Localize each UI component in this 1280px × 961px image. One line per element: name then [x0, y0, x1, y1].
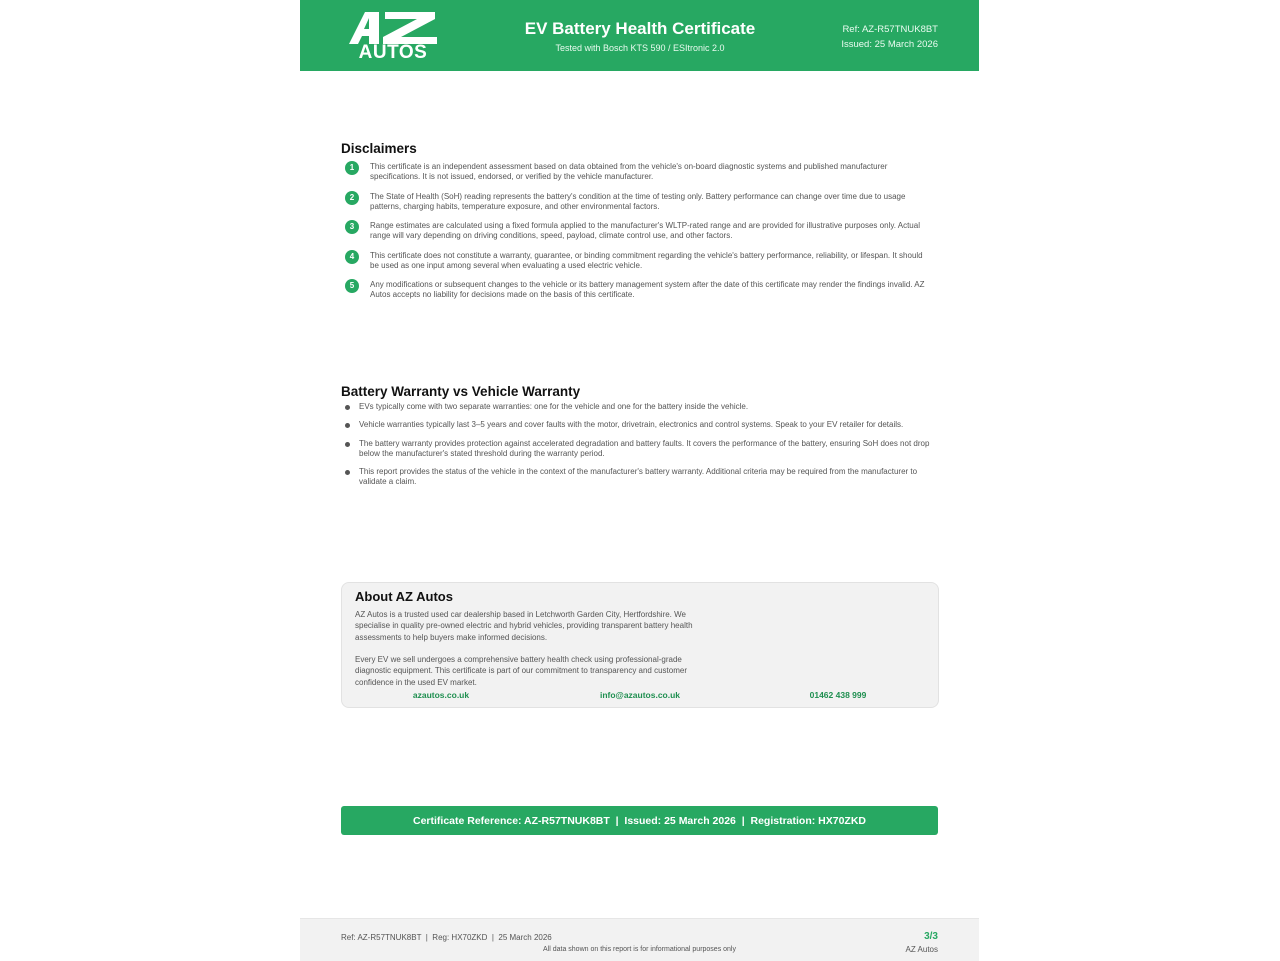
list-item [341, 219, 941, 249]
logo-wordmark: AUTOS [358, 42, 428, 63]
footer-brand: AZ Autos [905, 945, 938, 954]
disclaimers-heading: Disclaimers [341, 141, 417, 156]
list-item [341, 160, 941, 190]
header-issued-date: Issued: 25 March 2026 [841, 39, 938, 50]
warranty-heading: Battery Warranty vs Vehicle Warranty [341, 384, 581, 399]
az-autos-logo [345, 12, 441, 62]
about-panel [341, 582, 939, 708]
disclaimer-text: This certificate does not constitute a warranty, guarantee, or binding commitment regarding the vehicle's battery performance, reliability, or lifespan. It should be used as one input among several when evaluating a used electric vehicle. [370, 250, 923, 270]
bullet-icon [345, 405, 350, 410]
website-link[interactable]: azautos.co.uk [412, 690, 470, 700]
az-logo-mark [345, 12, 441, 44]
bullet-icon [345, 442, 350, 447]
phone-link[interactable]: 01462 438 999 [809, 690, 867, 700]
list-item [341, 402, 941, 420]
reference-bar-text: Certificate Reference: AZ-R57TNUK8BT | Issued: 25 March 2026 | Registration: HX70ZKD [412, 815, 867, 827]
warranty-text: Vehicle warranties typically last 3–5 years and cover faults with the motor, drivetrain, electronics and control systems. Speak to your EV retailer for details. [359, 420, 904, 429]
item-number-badge: 4 [345, 250, 359, 264]
list-item [341, 249, 941, 279]
certificate-subtitle: Tested with Bosch KTS 590 / ESItronic 2.0 [555, 43, 725, 53]
item-number-badge: 1 [345, 161, 359, 175]
item-number-badge: 3 [345, 220, 359, 234]
list-item [341, 420, 941, 439]
certificate-title: EV Battery Health Certificate [524, 19, 756, 38]
footer-disclaimer: All data shown on this report is for informational purposes only [543, 946, 736, 953]
header-ref-number: Ref: AZ-R57TNUK8BT [842, 24, 938, 35]
disclaimer-text: Any modifications or subsequent changes to the vehicle or its battery management system after the date of this certificate may render the findings invalid. AZ Autos accepts no liability for decisions made on the basis of this certificate. [370, 280, 925, 299]
email-link[interactable]: info@azautos.co.uk [599, 690, 681, 700]
about-heading: About AZ Autos [355, 589, 453, 604]
disclaimer-text: This certificate is an independent assessment based on data obtained from the vehicle's on-board diagnostic systems and published manufacturer specifications. It is not issued, endorsed, or verified by the vehicle manufacturer. [370, 162, 888, 181]
disclaimer-text: The State of Health (SoH) reading represents the battery's condition at the time of testing only. Battery performance can change over time due to usage patterns, charging habits, temperature exposure, and other environmental factors. [370, 191, 906, 211]
about-paragraph-1: AZ Autos is a trusted used car dealership based in Letchworth Garden City, Hertfordshire. We specialise in quality pre-owned electric and hybrid vehicles, providing transparent battery health assessments to help buyers make informed decisions. [355, 610, 693, 642]
list-item [341, 278, 941, 308]
certificate-header [300, 0, 979, 71]
list-item [341, 190, 941, 220]
warranty-text: This report provides the status of the vehicle in the context of the manufacturer's battery warranty. Additional criteria may be required from the manufacturer to validate a claim. [359, 467, 918, 486]
certificate-reference-bar [341, 806, 938, 835]
list-item [341, 467, 941, 489]
certificate-page [300, 0, 979, 960]
bullet-icon [345, 423, 350, 428]
disclaimer-text: Range estimates are calculated using a fixed formula applied to the manufacturer's WLTP-rated range and are provided for illustrative purposes only. Actual range will vary depending on driving conditions, speed, payload, climate control use, and other factors. [370, 221, 920, 240]
disclaimers-list [341, 160, 941, 308]
about-paragraph-2: Every EV we sell undergoes a comprehensive battery health check using professional-grade diagnostic equipment. This certificate is part of our commitment to transparency and customer confidence in the used EV market. [355, 655, 688, 687]
header-reference [841, 22, 938, 52]
item-number-badge: 5 [345, 279, 359, 293]
page-footer [300, 918, 979, 961]
warranty-list [341, 402, 941, 489]
page-number: 3/3 [924, 931, 938, 942]
item-number-badge: 2 [345, 191, 359, 205]
warranty-text: The battery warranty provides protection against accelerated degradation and battery faults. It covers the performance of the battery, ensuring SoH does not drop below the manufacturer's stated threshold during the warranty period. [359, 439, 930, 458]
footer-reference: Ref: AZ-R57TNUK8BT | Reg: HX70ZKD | 25 March 2026 [341, 933, 552, 942]
bullet-icon [345, 470, 350, 475]
warranty-text: EVs typically come with two separate warranties: one for the vehicle and one for the battery inside the vehicle. [359, 402, 749, 411]
list-item [341, 439, 941, 467]
